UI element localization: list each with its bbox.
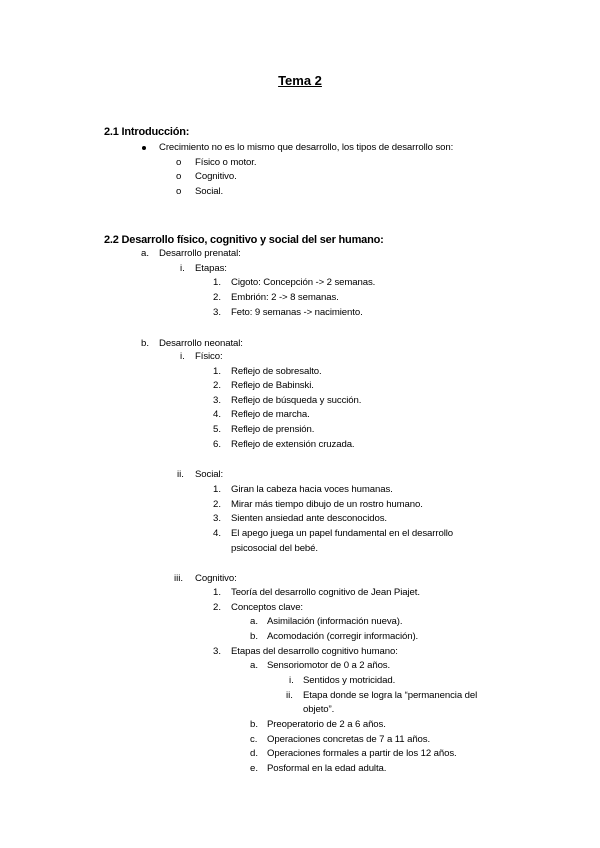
list-item: Conceptos clave: (231, 602, 303, 613)
list-item: Desarrollo prenatal: (159, 248, 241, 259)
list-item: Reflejo de Babinski. (231, 380, 314, 391)
list-item: Operaciones formales a partir de los 12 años. (267, 748, 457, 759)
list-marker: b. (250, 631, 259, 642)
list-item: Posformal en la edad adulta. (267, 763, 387, 774)
list-item: Etapas: (195, 263, 227, 274)
list-item: Cigoto: Concepción -> 2 semanas. (231, 277, 376, 288)
page-title: Tema 2 (278, 73, 322, 88)
list-marker: 2. (213, 380, 222, 391)
list-item-continuation: objeto”. (303, 704, 335, 715)
list-marker: o (176, 186, 182, 197)
list-item: Sentidos y motricidad. (303, 675, 396, 686)
list-marker: 3. (213, 513, 222, 524)
list-item: Teoría del desarrollo cognitivo de Jean Piajet. (231, 587, 420, 598)
list-marker: 1. (213, 277, 222, 288)
list-marker: b. (141, 338, 150, 349)
list-item: Reflejo de sobresalto. (231, 366, 322, 377)
list-item: Acomodación (corregir información). (267, 631, 419, 642)
list-marker: 4. (213, 528, 222, 539)
list-marker: 3. (213, 307, 222, 318)
list-item: Físico: (195, 351, 223, 362)
list-item-continuation: psicosocial del bebé. (231, 543, 318, 554)
list-marker: a. (250, 616, 259, 627)
list-item: Cognitivo: (195, 573, 237, 584)
list-marker: 5. (213, 424, 222, 435)
list-marker: i. (180, 263, 185, 274)
list-marker: 1. (213, 484, 222, 495)
list-marker: ii. (286, 690, 293, 701)
list-item: Mirar más tiempo dibujo de un rostro humano. (231, 499, 423, 510)
list-item: Social. (195, 186, 224, 197)
list-item: Reflejo de extensión cruzada. (231, 439, 355, 450)
list-item: Etapas del desarrollo cognitivo humano: (231, 646, 398, 657)
list-item: Reflejo de búsqueda y succión. (231, 395, 362, 406)
list-marker: c. (250, 734, 258, 745)
list-marker: iii. (174, 573, 184, 584)
list-item: Social: (195, 469, 224, 480)
list-marker: a. (250, 660, 259, 671)
list-marker: i. (289, 675, 294, 686)
list-item: Desarrollo neonatal: (159, 338, 243, 349)
list-item: Cognitivo. (195, 171, 237, 182)
list-marker: 2. (213, 602, 222, 613)
list-marker: 1. (213, 366, 222, 377)
list-marker: 2. (213, 499, 222, 510)
list-item: Asimilación (información nueva). (267, 616, 403, 627)
list-marker: a. (141, 248, 150, 259)
list-item: Etapa donde se logra la “permanencia del (303, 690, 478, 701)
list-marker: i. (180, 351, 185, 362)
list-item: Físico o motor. (195, 157, 257, 168)
list-marker: o (176, 157, 182, 168)
list-item: Feto: 9 semanas -> nacimiento. (231, 307, 363, 318)
list-item: Operaciones concretas de 7 a 11 años. (267, 734, 431, 745)
list-item: Giran la cabeza hacia voces humanas. (231, 484, 393, 495)
list-marker: e. (250, 763, 259, 774)
list-marker: 3. (213, 395, 222, 406)
intro-text: Crecimiento no es lo mismo que desarrollo, los tipos de desarrollo son: (159, 142, 454, 153)
section-heading-introduccion: 2.1 Introducción: (104, 126, 190, 138)
list-item: Sienten ansiedad ante desconocidos. (231, 513, 387, 524)
list-marker: d. (250, 748, 259, 759)
list-marker: b. (250, 719, 259, 730)
list-item: Preoperatorio de 2 a 6 años. (267, 719, 386, 730)
list-item: Reflejo de marcha. (231, 409, 310, 420)
list-marker: o (176, 171, 182, 182)
list-item: Reflejo de prensión. (231, 424, 315, 435)
list-marker: 3. (213, 646, 222, 657)
list-marker: ii. (177, 469, 184, 480)
list-marker: 2. (213, 292, 222, 303)
section-heading-desarrollo: 2.2 Desarrollo físico, cognitivo y social del ser humano: (104, 234, 384, 246)
list-item: El apego juega un papel fundamental en el desarrollo (231, 528, 454, 539)
bullet-icon (142, 146, 146, 150)
list-item: Sensoriomotor de 0 a 2 años. (267, 660, 391, 671)
list-marker: 4. (213, 409, 222, 420)
list-marker: 6. (213, 439, 222, 450)
list-marker: 1. (213, 587, 222, 598)
list-item: Embrión: 2 -> 8 semanas. (231, 292, 339, 303)
